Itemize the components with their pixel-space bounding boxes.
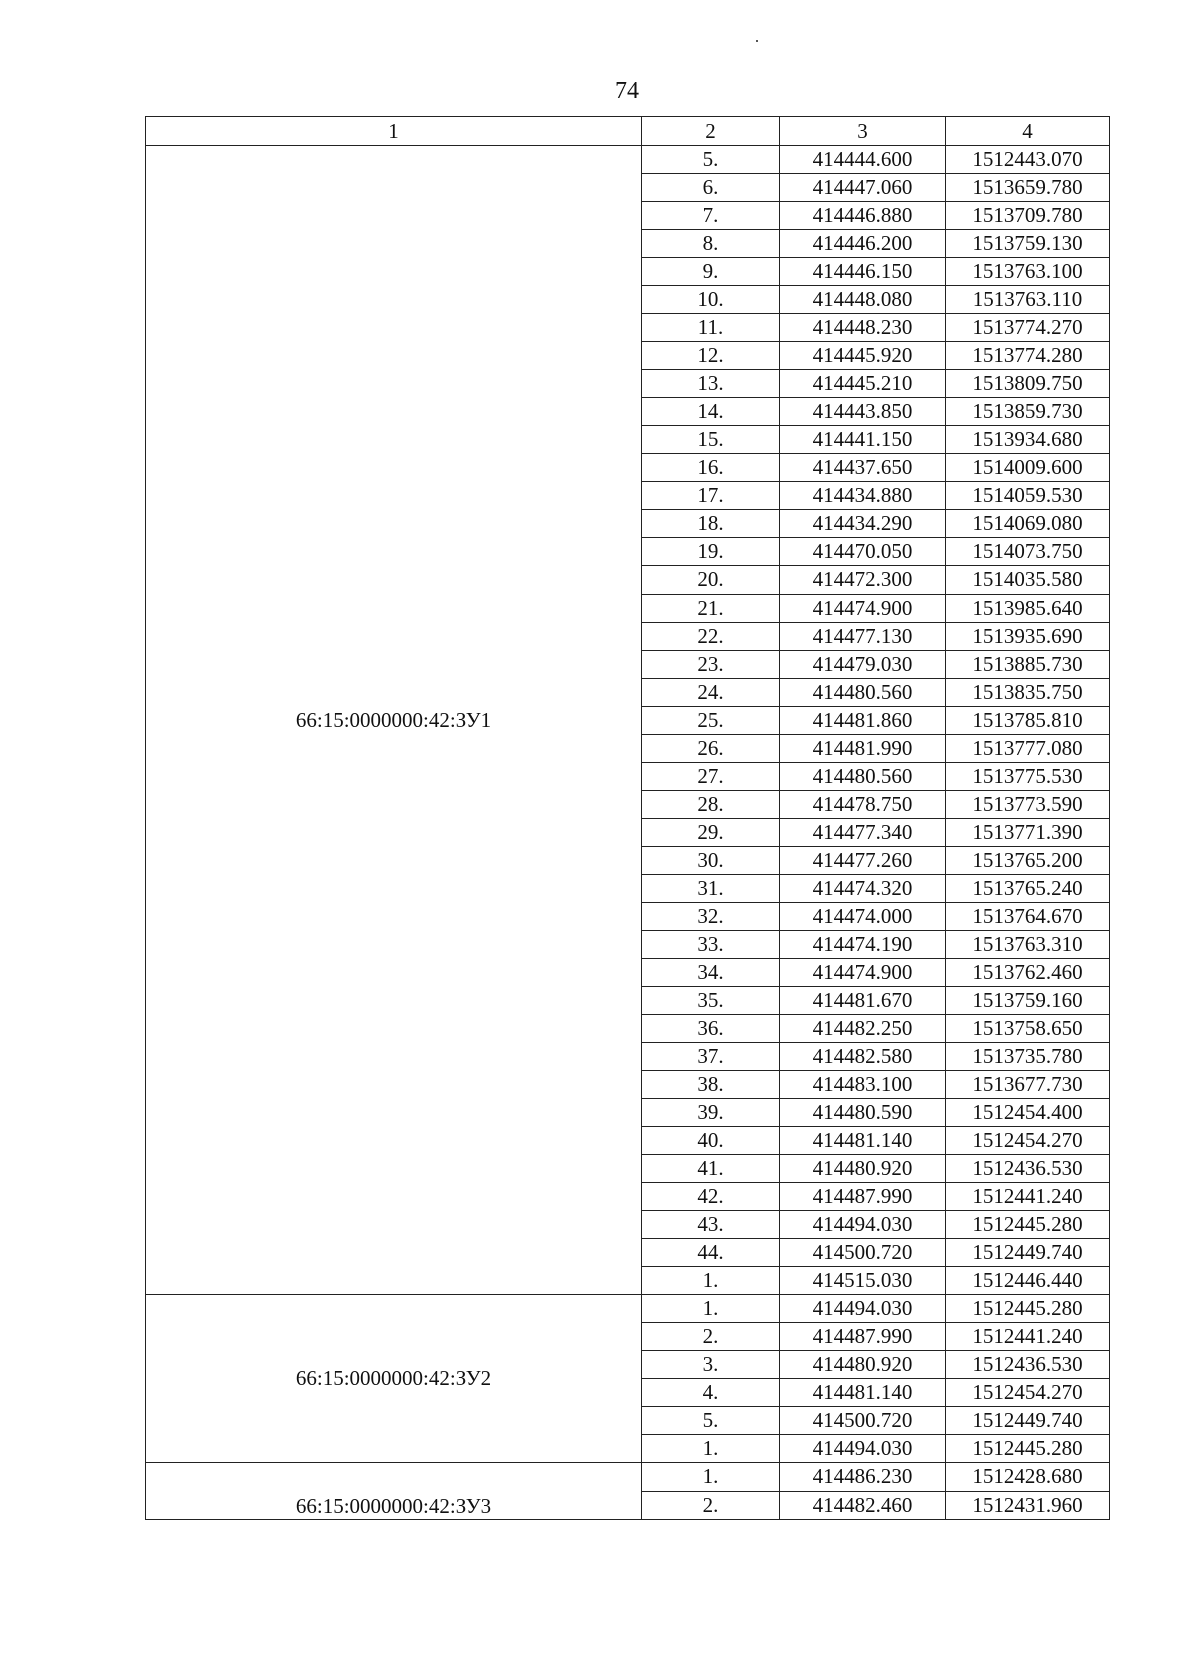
y-coordinate-cell: 1512454.400 xyxy=(946,1099,1110,1127)
y-coordinate-cell: 1512441.240 xyxy=(946,1183,1110,1211)
x-coordinate-cell: 414486.230 xyxy=(780,1463,946,1491)
x-coordinate-cell: 414494.030 xyxy=(780,1435,946,1463)
point-number-cell: 28. xyxy=(642,790,780,818)
scan-speck xyxy=(756,40,758,42)
y-coordinate-cell: 1513773.590 xyxy=(946,790,1110,818)
y-coordinate-cell: 1513765.240 xyxy=(946,874,1110,902)
y-coordinate-cell: 1513677.730 xyxy=(946,1071,1110,1099)
y-coordinate-cell: 1514069.080 xyxy=(946,510,1110,538)
y-coordinate-cell: 1513885.730 xyxy=(946,650,1110,678)
point-number-cell: 9. xyxy=(642,258,780,286)
y-coordinate-cell: 1513859.730 xyxy=(946,398,1110,426)
point-number-cell: 40. xyxy=(642,1127,780,1155)
point-number-cell: 30. xyxy=(642,846,780,874)
x-coordinate-cell: 414481.990 xyxy=(780,734,946,762)
y-coordinate-cell: 1513763.100 xyxy=(946,258,1110,286)
table-row xyxy=(146,1295,1110,1323)
plot-id-cell: 66:15:0000000:42:ЗУ1 xyxy=(146,146,642,1295)
point-number-cell: 8. xyxy=(642,230,780,258)
point-number-cell: 5. xyxy=(642,1407,780,1435)
y-coordinate-cell: 1513835.750 xyxy=(946,678,1110,706)
y-coordinate-cell: 1513764.670 xyxy=(946,902,1110,930)
x-coordinate-cell: 414480.560 xyxy=(780,678,946,706)
y-coordinate-cell: 1512445.280 xyxy=(946,1211,1110,1239)
x-coordinate-cell: 414446.150 xyxy=(780,258,946,286)
point-number-cell: 1. xyxy=(642,1435,780,1463)
x-coordinate-cell: 414434.880 xyxy=(780,482,946,510)
x-coordinate-cell: 414445.920 xyxy=(780,342,946,370)
x-coordinate-cell: 414448.230 xyxy=(780,314,946,342)
y-coordinate-cell: 1513735.780 xyxy=(946,1043,1110,1071)
y-coordinate-cell: 1513777.080 xyxy=(946,734,1110,762)
y-coordinate-cell: 1512449.740 xyxy=(946,1407,1110,1435)
x-coordinate-cell: 414441.150 xyxy=(780,426,946,454)
x-coordinate-cell: 414474.900 xyxy=(780,594,946,622)
point-number-cell: 1. xyxy=(642,1463,780,1491)
x-coordinate-cell: 414470.050 xyxy=(780,538,946,566)
point-number-cell: 16. xyxy=(642,454,780,482)
y-coordinate-cell: 1514035.580 xyxy=(946,566,1110,594)
point-number-cell: 10. xyxy=(642,286,780,314)
point-number-cell: 17. xyxy=(642,482,780,510)
point-number-cell: 31. xyxy=(642,874,780,902)
point-number-cell: 13. xyxy=(642,370,780,398)
coordinates-table xyxy=(145,116,1110,1520)
y-coordinate-cell: 1512443.070 xyxy=(946,146,1110,174)
plot-id-cell: 66:15:0000000:42:ЗУ2 xyxy=(146,1295,642,1463)
y-coordinate-cell: 1513763.110 xyxy=(946,286,1110,314)
y-coordinate-cell: 1513775.530 xyxy=(946,762,1110,790)
point-number-cell: 15. xyxy=(642,426,780,454)
x-coordinate-cell: 414479.030 xyxy=(780,650,946,678)
y-coordinate-cell: 1513758.650 xyxy=(946,1014,1110,1042)
x-coordinate-cell: 414483.100 xyxy=(780,1071,946,1099)
table-row xyxy=(146,146,1110,174)
point-number-cell: 26. xyxy=(642,734,780,762)
header-row xyxy=(146,117,1110,146)
x-coordinate-cell: 414445.210 xyxy=(780,370,946,398)
point-number-cell: 2. xyxy=(642,1491,780,1519)
point-number-cell: 44. xyxy=(642,1239,780,1267)
y-coordinate-cell: 1513709.780 xyxy=(946,202,1110,230)
x-coordinate-cell: 414443.850 xyxy=(780,398,946,426)
plot-id-cell: 66:15:0000000:42:ЗУ3 xyxy=(146,1463,642,1519)
y-coordinate-cell: 1513771.390 xyxy=(946,818,1110,846)
x-coordinate-cell: 414480.590 xyxy=(780,1099,946,1127)
y-coordinate-cell: 1513985.640 xyxy=(946,594,1110,622)
point-number-cell: 19. xyxy=(642,538,780,566)
y-coordinate-cell: 1513759.130 xyxy=(946,230,1110,258)
x-coordinate-cell: 414515.030 xyxy=(780,1267,946,1295)
point-number-cell: 3. xyxy=(642,1351,780,1379)
point-number-cell: 5. xyxy=(642,146,780,174)
page-number: 74 xyxy=(615,78,639,104)
point-number-cell: 18. xyxy=(642,510,780,538)
y-coordinate-cell: 1513935.690 xyxy=(946,622,1110,650)
x-coordinate-cell: 414444.600 xyxy=(780,146,946,174)
coordinates-table-body xyxy=(146,117,1110,1520)
point-number-cell: 22. xyxy=(642,622,780,650)
point-number-cell: 1. xyxy=(642,1267,780,1295)
x-coordinate-cell: 414481.140 xyxy=(780,1127,946,1155)
x-coordinate-cell: 414494.030 xyxy=(780,1295,946,1323)
x-coordinate-cell: 414434.290 xyxy=(780,510,946,538)
point-number-cell: 14. xyxy=(642,398,780,426)
x-coordinate-cell: 414447.060 xyxy=(780,174,946,202)
point-number-cell: 1. xyxy=(642,1295,780,1323)
point-number-cell: 27. xyxy=(642,762,780,790)
x-coordinate-cell: 414474.900 xyxy=(780,958,946,986)
x-coordinate-cell: 414480.560 xyxy=(780,762,946,790)
y-coordinate-cell: 1512454.270 xyxy=(946,1127,1110,1155)
y-coordinate-cell: 1512449.740 xyxy=(946,1239,1110,1267)
point-number-cell: 2. xyxy=(642,1323,780,1351)
y-coordinate-cell: 1512445.280 xyxy=(946,1295,1110,1323)
point-number-cell: 6. xyxy=(642,174,780,202)
y-coordinate-cell: 1513774.280 xyxy=(946,342,1110,370)
x-coordinate-cell: 414487.990 xyxy=(780,1183,946,1211)
point-number-cell: 42. xyxy=(642,1183,780,1211)
x-coordinate-cell: 414474.320 xyxy=(780,874,946,902)
x-coordinate-cell: 414500.720 xyxy=(780,1239,946,1267)
point-number-cell: 39. xyxy=(642,1099,780,1127)
header-cell-3: 3 xyxy=(780,117,946,146)
y-coordinate-cell: 1512436.530 xyxy=(946,1351,1110,1379)
y-coordinate-cell: 1512441.240 xyxy=(946,1323,1110,1351)
header-cell-1: 1 xyxy=(146,117,642,146)
y-coordinate-cell: 1512428.680 xyxy=(946,1463,1110,1491)
x-coordinate-cell: 414437.650 xyxy=(780,454,946,482)
x-coordinate-cell: 414481.670 xyxy=(780,986,946,1014)
y-coordinate-cell: 1513762.460 xyxy=(946,958,1110,986)
header-cell-4: 4 xyxy=(946,117,1110,146)
y-coordinate-cell: 1512445.280 xyxy=(946,1435,1110,1463)
y-coordinate-cell: 1513774.270 xyxy=(946,314,1110,342)
point-number-cell: 34. xyxy=(642,958,780,986)
x-coordinate-cell: 414482.250 xyxy=(780,1014,946,1042)
point-number-cell: 38. xyxy=(642,1071,780,1099)
x-coordinate-cell: 414478.750 xyxy=(780,790,946,818)
y-coordinate-cell: 1513785.810 xyxy=(946,706,1110,734)
y-coordinate-cell: 1512436.530 xyxy=(946,1155,1110,1183)
point-number-cell: 32. xyxy=(642,902,780,930)
point-number-cell: 12. xyxy=(642,342,780,370)
x-coordinate-cell: 414472.300 xyxy=(780,566,946,594)
point-number-cell: 43. xyxy=(642,1211,780,1239)
x-coordinate-cell: 414446.200 xyxy=(780,230,946,258)
x-coordinate-cell: 414448.080 xyxy=(780,286,946,314)
x-coordinate-cell: 414482.460 xyxy=(780,1491,946,1519)
y-coordinate-cell: 1514073.750 xyxy=(946,538,1110,566)
y-coordinate-cell: 1512454.270 xyxy=(946,1379,1110,1407)
x-coordinate-cell: 414494.030 xyxy=(780,1211,946,1239)
y-coordinate-cell: 1513659.780 xyxy=(946,174,1110,202)
x-coordinate-cell: 414480.920 xyxy=(780,1351,946,1379)
x-coordinate-cell: 414474.000 xyxy=(780,902,946,930)
point-number-cell: 11. xyxy=(642,314,780,342)
x-coordinate-cell: 414480.920 xyxy=(780,1155,946,1183)
point-number-cell: 37. xyxy=(642,1043,780,1071)
y-coordinate-cell: 1514059.530 xyxy=(946,482,1110,510)
point-number-cell: 33. xyxy=(642,930,780,958)
point-number-cell: 25. xyxy=(642,706,780,734)
point-number-cell: 36. xyxy=(642,1014,780,1042)
point-number-cell: 23. xyxy=(642,650,780,678)
y-coordinate-cell: 1513759.160 xyxy=(946,986,1110,1014)
x-coordinate-cell: 414477.340 xyxy=(780,818,946,846)
y-coordinate-cell: 1514009.600 xyxy=(946,454,1110,482)
point-number-cell: 24. xyxy=(642,678,780,706)
point-number-cell: 41. xyxy=(642,1155,780,1183)
x-coordinate-cell: 414477.130 xyxy=(780,622,946,650)
x-coordinate-cell: 414487.990 xyxy=(780,1323,946,1351)
x-coordinate-cell: 414481.140 xyxy=(780,1379,946,1407)
x-coordinate-cell: 414446.880 xyxy=(780,202,946,230)
x-coordinate-cell: 414500.720 xyxy=(780,1407,946,1435)
y-coordinate-cell: 1513934.680 xyxy=(946,426,1110,454)
point-number-cell: 4. xyxy=(642,1379,780,1407)
x-coordinate-cell: 414482.580 xyxy=(780,1043,946,1071)
point-number-cell: 35. xyxy=(642,986,780,1014)
y-coordinate-cell: 1512446.440 xyxy=(946,1267,1110,1295)
x-coordinate-cell: 414474.190 xyxy=(780,930,946,958)
point-number-cell: 21. xyxy=(642,594,780,622)
y-coordinate-cell: 1513809.750 xyxy=(946,370,1110,398)
header-cell-2: 2 xyxy=(642,117,780,146)
x-coordinate-cell: 414481.860 xyxy=(780,706,946,734)
table-row xyxy=(146,1463,1110,1491)
point-number-cell: 29. xyxy=(642,818,780,846)
y-coordinate-cell: 1513763.310 xyxy=(946,930,1110,958)
x-coordinate-cell: 414477.260 xyxy=(780,846,946,874)
point-number-cell: 20. xyxy=(642,566,780,594)
y-coordinate-cell: 1513765.200 xyxy=(946,846,1110,874)
point-number-cell: 7. xyxy=(642,202,780,230)
y-coordinate-cell: 1512431.960 xyxy=(946,1491,1110,1519)
